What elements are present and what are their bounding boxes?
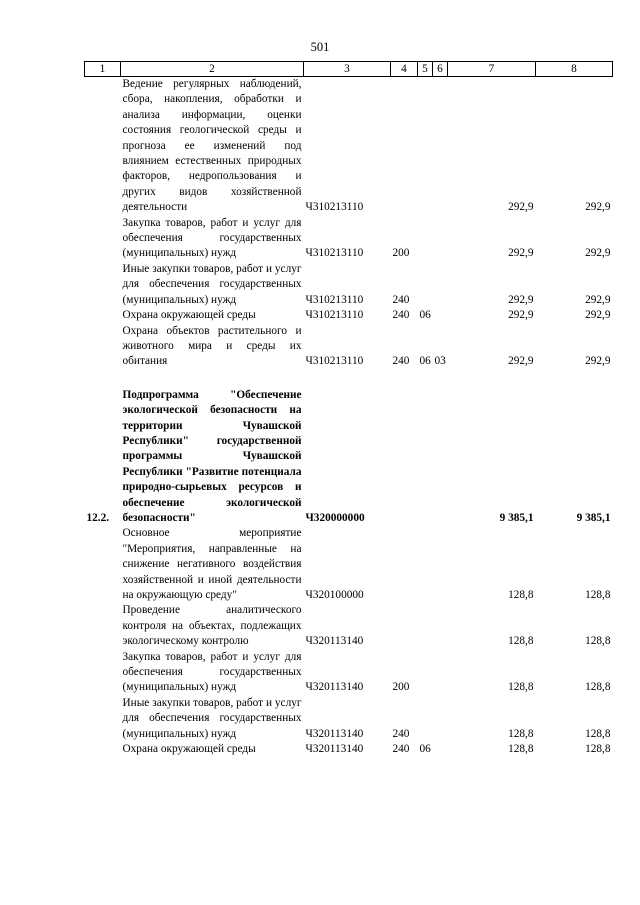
column-header: 2	[121, 62, 304, 77]
row-amount-1: 128,8	[508, 589, 534, 601]
spacer-row	[85, 370, 613, 388]
row-expense-type	[391, 526, 418, 603]
column-header: 3	[304, 62, 391, 77]
row-amount-2: 128,8	[585, 589, 611, 601]
row-subsection	[433, 77, 448, 216]
row-subsection	[433, 388, 448, 527]
row-target-code: Ч310213110	[305, 293, 364, 306]
row-number	[85, 262, 121, 308]
row-number	[85, 324, 121, 370]
row-amount-1: 292,9	[508, 293, 534, 306]
table-body	[85, 77, 613, 758]
row-amount-2: 128,8	[585, 727, 611, 740]
row-number	[85, 526, 121, 603]
row-expense-type	[391, 77, 418, 216]
row-target-code: Ч320113140	[305, 681, 364, 694]
column-header: 6	[433, 62, 448, 77]
row-expense-type: 240	[392, 727, 410, 740]
row-expense-type: 240	[392, 293, 410, 306]
row-expense-type: 240	[392, 309, 410, 322]
table-row	[85, 324, 613, 370]
row-expense-type: 200	[392, 681, 410, 694]
row-number	[85, 696, 121, 742]
spacer-cell	[85, 370, 613, 388]
table-row	[85, 77, 613, 216]
row-target-code: Ч310213110	[305, 201, 364, 214]
row-section	[418, 77, 433, 216]
row-number	[85, 742, 121, 757]
table-row	[85, 526, 613, 603]
table-row	[85, 603, 613, 649]
table-row	[85, 650, 613, 696]
row-subsection	[433, 650, 448, 696]
row-amount-1: 9 385,1	[499, 511, 534, 524]
row-number	[85, 308, 121, 323]
row-amount-2: 128,8	[585, 743, 611, 756]
row-amount-1: 128,8	[508, 743, 534, 756]
column-header: 7	[448, 62, 536, 77]
column-header: 1	[85, 62, 121, 77]
page-number: 501	[310, 40, 330, 54]
row-subsection	[433, 696, 448, 742]
row-subsection	[433, 603, 448, 649]
row-section	[418, 388, 433, 527]
header-row	[85, 62, 613, 77]
row-subsection: 03	[434, 355, 446, 368]
row-section	[418, 603, 433, 649]
row-number	[85, 77, 121, 216]
row-expense-type: 200	[392, 247, 410, 260]
row-name: Закупка товаров, работ и услуг для обеспечения государственных (муниципальных) нужд	[122, 650, 302, 694]
row-target-code: Ч320113140	[305, 743, 364, 756]
row-amount-1: 292,9	[508, 309, 534, 322]
row-subsection	[433, 526, 448, 603]
row-target-code: Ч320100000	[305, 589, 364, 601]
row-amount-1: 128,8	[508, 727, 534, 740]
row-amount-2: 292,9	[585, 247, 611, 260]
table-row	[85, 696, 613, 742]
row-section	[418, 262, 433, 308]
row-amount-1: 128,8	[508, 635, 534, 648]
row-section: 06	[419, 355, 431, 368]
row-name: Иные закупки товаров, работ и услуг для обеспечения государственных (муниципальных) нужд	[122, 696, 302, 740]
row-number	[85, 216, 121, 262]
row-target-code: Ч310213110	[305, 355, 364, 368]
row-name: Ведение регулярных наблюдений, сбора, накопления, обработки и анализа информации, оценки состояния геологической среды и прогноза ее изменений под влиянием естественных природных факторов, недропользования и других видов хозяйственной деятельности	[122, 78, 302, 214]
row-name: Подпрограмма "Обеспечение экологической безопасности на территории Чувашской Республики" государственной программы Чувашской Республики "Развитие потенциала природно-сырьевых ресурсов и обеспечение экологической безопасности"	[122, 388, 302, 524]
row-expense-type: 240	[392, 355, 410, 368]
row-amount-1: 292,9	[508, 247, 534, 260]
row-number	[85, 603, 121, 649]
row-amount-2: 292,9	[585, 201, 611, 214]
row-name: Охрана объектов растительного и животного мира и среды их обитания	[122, 324, 302, 368]
row-section	[418, 216, 433, 262]
row-section	[418, 526, 433, 603]
row-subsection	[433, 262, 448, 308]
row-section	[418, 650, 433, 696]
table-row	[85, 388, 613, 527]
row-name: Иные закупки товаров, работ и услуг для обеспечения государственных (муниципальных) нужд	[122, 262, 302, 306]
budget-table	[84, 61, 613, 757]
row-target-code: Ч320000000	[305, 511, 365, 524]
row-amount-1: 292,9	[508, 355, 534, 368]
row-section: 06	[419, 309, 431, 322]
row-amount-2: 128,8	[585, 681, 611, 694]
column-header: 4	[391, 62, 418, 77]
row-number	[85, 650, 121, 696]
table-header	[85, 62, 613, 77]
row-subsection	[433, 216, 448, 262]
row-expense-type: 240	[392, 743, 410, 756]
row-name: Охрана окружающей среды	[122, 743, 256, 756]
row-target-code: Ч310213110	[305, 309, 364, 322]
row-amount-2: 292,9	[585, 355, 611, 368]
table-row	[85, 216, 613, 262]
row-name: Проведение аналитического контроля на объектах, подлежащих экологическому контролю	[122, 604, 302, 648]
row-number: 12.2.	[86, 511, 110, 524]
row-name: Закупка товаров, работ и услуг для обеспечения государственных (муниципальных) нужд	[122, 216, 302, 260]
table-row	[85, 262, 613, 308]
column-header: 8	[536, 62, 613, 77]
row-amount-2: 9 385,1	[576, 511, 611, 524]
column-header: 5	[418, 62, 433, 77]
row-expense-type	[391, 603, 418, 649]
row-target-code: Ч310213110	[305, 247, 364, 260]
row-subsection	[433, 308, 448, 323]
row-subsection	[433, 742, 448, 757]
row-amount-2: 292,9	[585, 309, 611, 322]
row-amount-2: 292,9	[585, 293, 611, 306]
table-row	[85, 742, 613, 757]
row-amount-1: 292,9	[508, 201, 534, 214]
row-target-code: Ч320113140	[305, 727, 364, 740]
row-amount-2: 128,8	[585, 635, 611, 648]
row-section: 06	[419, 743, 431, 756]
row-name: Охрана окружающей среды	[122, 309, 256, 322]
row-name: Основное мероприятие "Мероприятия, направленные на снижение негативного воздействия хозяйственной и иной деятельности на окружающую среду"	[122, 527, 302, 601]
row-section	[418, 696, 433, 742]
row-expense-type	[391, 388, 418, 527]
row-target-code: Ч320113140	[305, 635, 364, 648]
table-row	[85, 308, 613, 323]
row-amount-1: 128,8	[508, 681, 534, 694]
